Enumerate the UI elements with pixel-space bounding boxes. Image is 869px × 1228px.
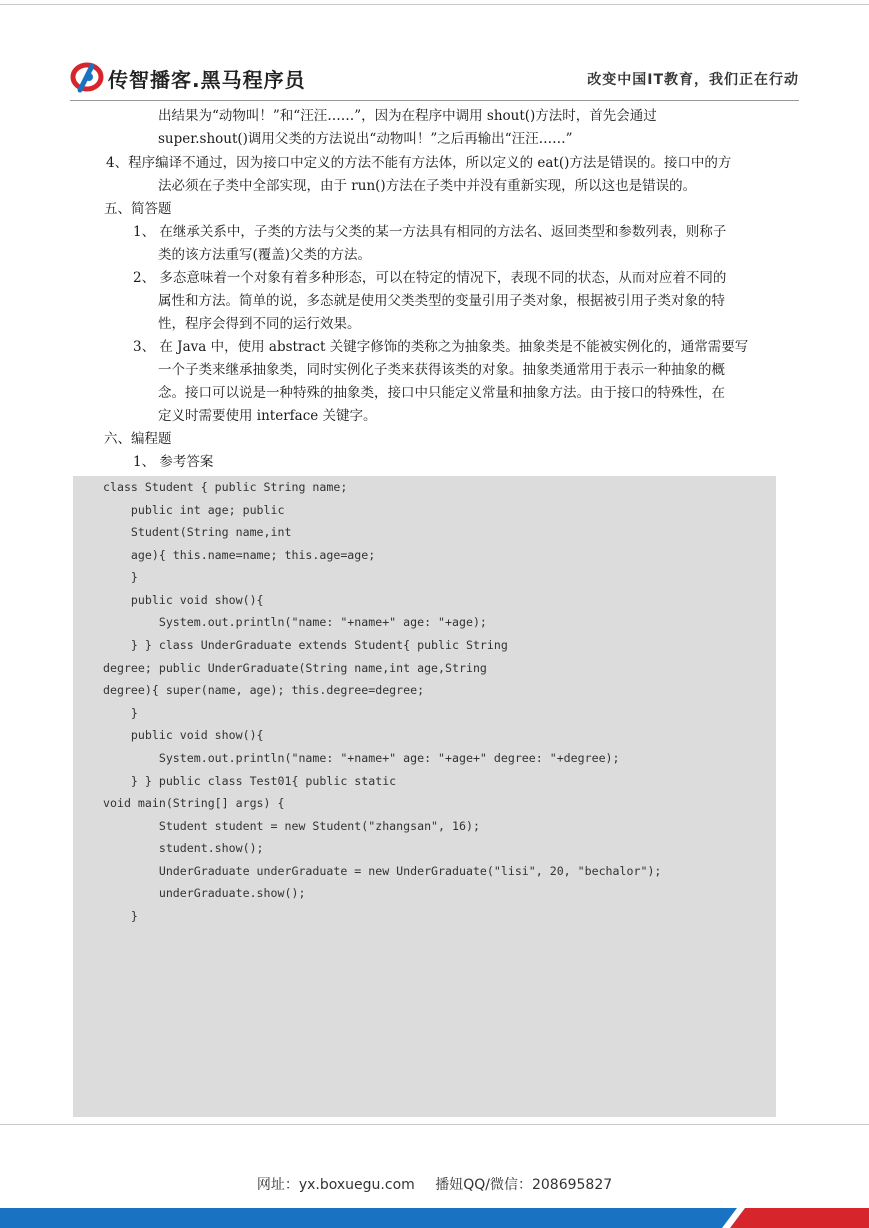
logo-text: 传智播客.黑马程序员 (108, 67, 306, 92)
brand-logo (70, 62, 306, 94)
code-line: } (103, 706, 138, 720)
code-line: public int age; public (103, 503, 285, 517)
footer-website: 网址：yx.boxuegu.com (256, 1177, 415, 1193)
footer-contact (0, 1174, 869, 1194)
header-slogan: 改变中国IT教育，我们正在行动 (587, 72, 799, 88)
answer-text-line: super.shout()调用父类的方法说出“动物叫！”之后再输出“汪汪……” (158, 131, 573, 147)
code-line: System.out.println("name: "+name+" age: "+age+" degree: "+degree); (103, 751, 620, 765)
code-line: } } public class Test01{ public static (103, 774, 397, 788)
code-block (73, 476, 776, 1117)
code-line: degree; public UnderGraduate(String name,int age,String (103, 661, 487, 675)
code-line: Student student = new Student("zhangsan", 16); (103, 819, 480, 833)
answer-text-line: 性，程序会得到不同的运行效果。 (158, 316, 361, 332)
answer-text-line: 定义时需要使用 interface 关键字。 (158, 408, 377, 424)
code-line: public void show(){ (103, 728, 264, 742)
code-line: void main(String[] args) { (103, 796, 285, 810)
code-line: degree){ super(name, age); this.degree=degree; (103, 683, 425, 697)
short-answer-item-2: 2、 多态意味着一个对象有着多种形态，可以在特定的情况下，表现不同的状态，从而对应着不同的 (133, 270, 727, 286)
code-line: } } class UnderGraduate extends Student{ public String (103, 638, 508, 652)
short-answer-item-3: 3、 在 Java 中，使用 abstract 关键字修饰的类称之为抽象类。抽象类是不能被实例化的，通常需要写 (133, 339, 749, 355)
code-line: System.out.println("name: "+name+" age: "+age); (103, 615, 487, 629)
code-line: UnderGraduate underGraduate = new UnderGraduate("lisi", 20, "bechalor"); (103, 864, 662, 878)
short-answer-item-1: 1、 在继承关系中，子类的方法与父类的某一方法具有相同的方法名、返回类型和参数列表，则称子 (133, 224, 727, 240)
answer-text-line: 一个子类来继承抽象类，同时实例化子类来获得该类的对象。抽象类通常用于表示一种抽象的概 (158, 362, 725, 378)
answer-item-4: 4、程序编译不通过，因为接口中定义的方法不能有方法体，所以定义的 eat()方法是错误的。接口中的方 (106, 155, 732, 171)
section-heading-short-answer: 五、简答题 (104, 201, 172, 217)
programming-item-1: 1、 参考答案 (133, 454, 214, 470)
footer-brand-bar (0, 1208, 869, 1228)
code-line: Student(String name,int (103, 525, 292, 539)
answer-text-line: 法必须在子类中全部实现，由于 run()方法在子类中并没有重新实现，所以这也是错误的。 (158, 178, 697, 194)
header-divider (70, 100, 799, 101)
code-line: } (103, 570, 138, 584)
footer-divider (0, 1124, 869, 1125)
code-line: public void show(){ (103, 593, 264, 607)
logo-icon (70, 62, 104, 94)
section-heading-programming: 六、编程题 (104, 431, 172, 447)
code-line: student.show(); (103, 841, 264, 855)
answer-text-line: 属性和方法。简单的说，多态就是使用父类类型的变量引用子类对象，根据被引用子类对象的特 (158, 293, 725, 309)
code-line: underGraduate.show(); (103, 886, 306, 900)
code-line: } (103, 909, 138, 923)
code-line: age){ this.name=name; this.age=age; (103, 548, 376, 562)
answer-text-line: 出结果为“动物叫！”和“汪汪……”，因为在程序中调用 shout()方法时，首先会通过 (158, 108, 657, 124)
answer-text-line: 念。接口可以说是一种特殊的抽象类，接口中只能定义常量和抽象方法。由于接口的特殊性，在 (158, 385, 725, 401)
answer-text-line: 类的该方法重写(覆盖)父类的方法。 (158, 247, 372, 263)
footer-qq-wechat: 播妞QQ/微信：208695827 (435, 1177, 613, 1193)
top-rule (0, 4, 869, 5)
code-line: class Student { public String name; (103, 480, 348, 494)
